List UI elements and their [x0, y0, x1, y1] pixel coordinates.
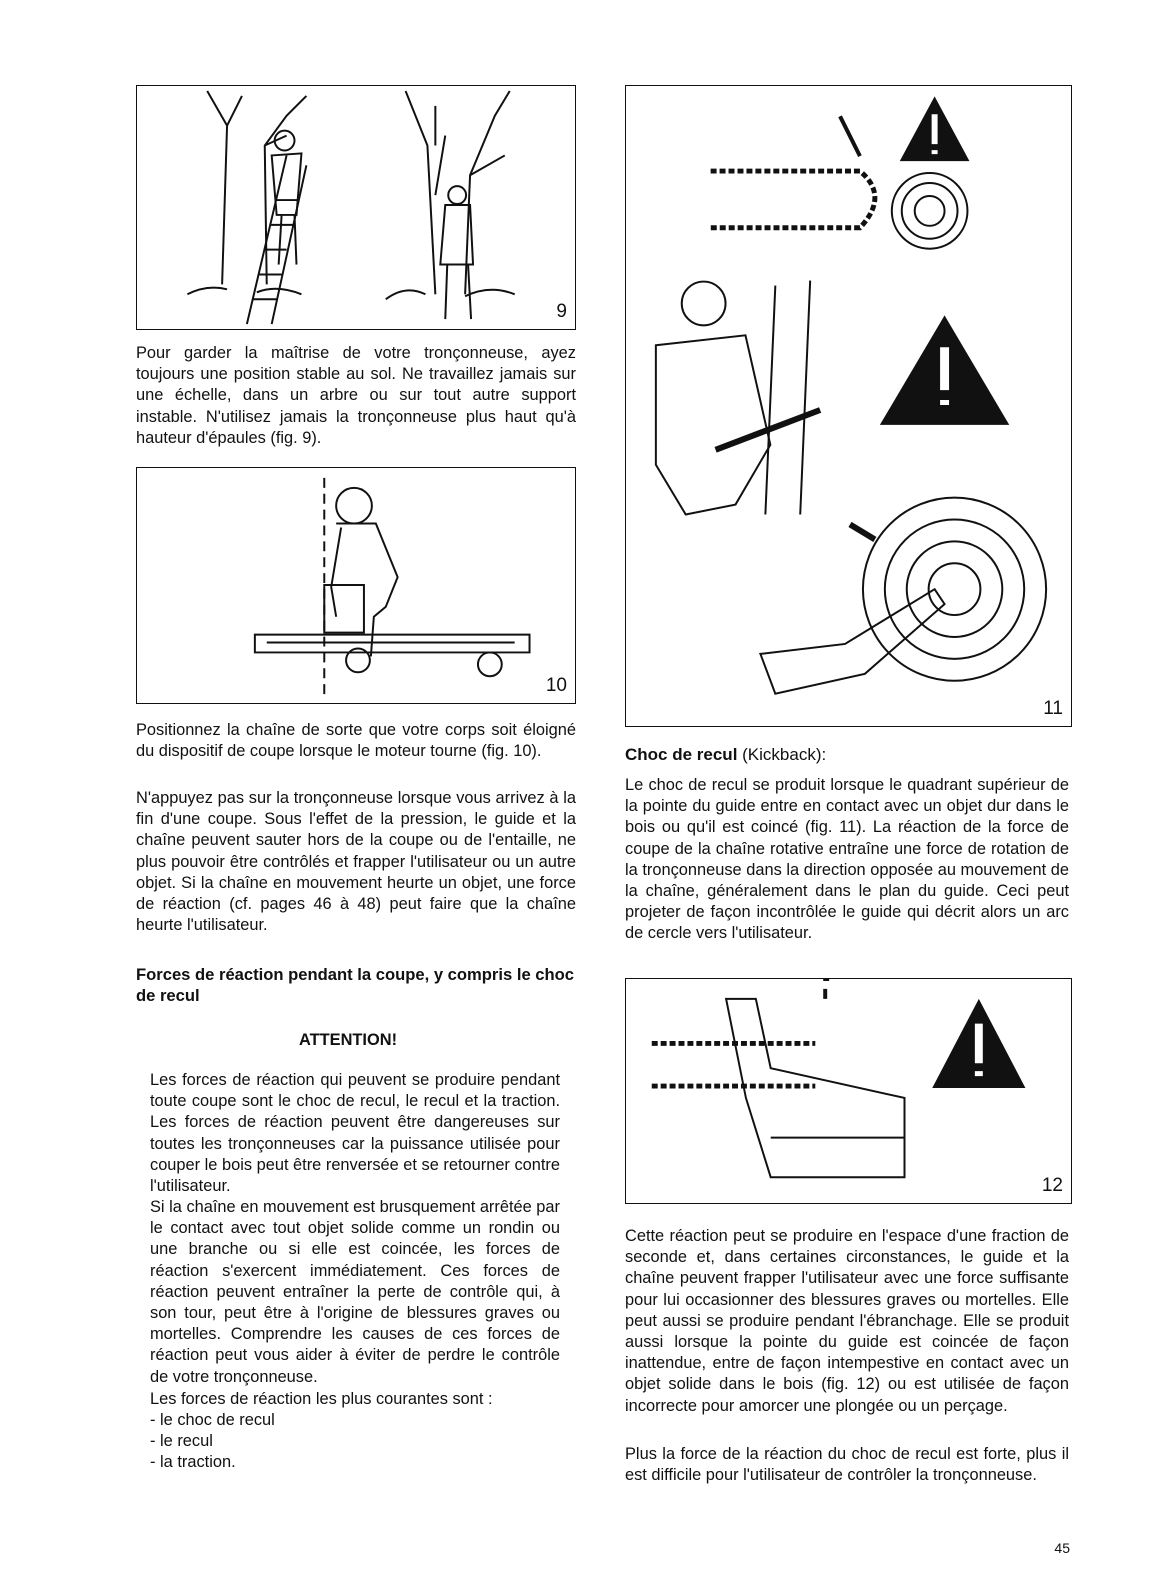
figure-9-number: 9 [556, 301, 567, 322]
heading-kickback-bold: Choc de recul [625, 745, 738, 764]
paragraph-kickback-reaction: Cette réaction peut se produire en l'espace d'une fraction de seconde et, dans certaines circonstances, le guide et la chaîne peuvent frapper l'utilisateur avec une force suffisante pour lui occasionner des blessures graves ou mortelles. Elle peut aussi se produire pendant l'ébranchage. Elle se produit aussi lorsque la pointe du guide est coincée de façon inattendue, entre de façon intempestive en contact avec un objet solide dans le bois (fig. 12) ou est utilisée de façon incorrecte pour amorcer une plongée ou un perçage. [625, 1227, 1069, 1415]
paragraph-kickback-definition: Le choc de recul se produit lorsque le quadrant supérieur de la pointe du guide entre en contact avec un objet dur dans le bois ou qu'il est coincé (fig. 11). La réaction de la force de coupe de la chaîne rotative entraîne une force de rotation de la tronçonneuse dans la direction opposée au mouvement de la chaîne, généralement dans le plan du guide. Ceci peut projeter de façon incontrôlée le guide qui décrit alors un arc de cercle vers l'utilisateur. [625, 776, 1069, 943]
attention-label: ATTENTION! [299, 1031, 398, 1049]
figure-10-number: 10 [545, 675, 567, 696]
paragraph-kickback-force: Plus la force de la réaction du choc de recul est forte, plus il est difficile pour l'utilisateur de contrôler la tronçonneuse. [625, 1445, 1069, 1485]
heading-reaction-forces: Forces de réaction pendant la coupe, y compris le choc de recul [136, 965, 575, 1006]
paragraph-reaction-forces-stop: Si la chaîne en mouvement est brusquement arrêtée par le contact avec tout objet solide comme un rondin ou une branche ou si elle est coincée, les forces de réaction s'exercent immédiatement. Ces forces de réaction peuvent entraîner la perte de contrôle qui, à son tour, peut être à l'origine de blessures graves ou mortelles. Comprendre les causes de ces forces de réaction peut vous aider à éviter de perdre le contrôle de votre tronçonneuse. [150, 1198, 560, 1386]
figure-12 [625, 978, 1072, 1204]
figure-12-illustration [626, 979, 1071, 1203]
figure-11-illustration [626, 86, 1071, 726]
heading-kickback [625, 745, 826, 765]
figure-9-illustration [137, 86, 575, 329]
list-item: - la traction. [150, 1453, 236, 1472]
figure-11 [625, 85, 1072, 727]
paragraph-stable-position: Pour garder la maîtrise de votre tronçonneuse, ayez toujours une position stable au sol. Ne travaillez jamais sur une échelle, dans un arbre ou sur tout autre support instable. N'utilisez jamais la tronçonneuse plus haut qu'à hauteur d'épaules (fig. 9). [136, 344, 576, 447]
heading-kickback-rest: (Kickback): [737, 745, 827, 764]
figure-10-illustration [137, 468, 575, 703]
figure-12-number: 12 [1041, 1175, 1063, 1196]
page-number: 45 [1054, 1540, 1070, 1556]
figure-9 [136, 85, 576, 330]
paragraph-chain-position: Positionnez la chaîne de sorte que votre corps soit éloigné du dispositif de coupe lorsque le moteur tourne (fig. 10). [136, 721, 576, 761]
list-item: - le choc de recul [150, 1411, 275, 1429]
figure-11-number: 11 [1043, 698, 1063, 719]
paragraph-common-forces: Les forces de réaction les plus courantes sont : [150, 1390, 493, 1408]
paragraph-end-of-cut: N'appuyez pas sur la tronçonneuse lorsque vous arrivez à la fin d'une coupe. Sous l'effet de la pression, le guide et la chaîne peuvent sauter hors de la coupe ou de l'entaille, ne plus pouvoir être contrôlés et frapper l'utilisateur ou un autre objet. Si la chaîne en mouvement heurte un objet, une force de réaction (cf. pages 46 à 48) peut faire que la chaîne heurte l'utilisateur. [136, 789, 576, 935]
reaction-forces-list [150, 1410, 275, 1474]
figure-10 [136, 467, 576, 704]
paragraph-reaction-forces-intro: Les forces de réaction qui peuvent se produire pendant toute coupe sont le choc de recul, le recul et la traction. Les forces de réaction peuvent être dangereuses sur toutes les tronçonneuses car la puissance utilisée pour couper le bois peut être renversée et se retourner contre l'utilisateur. [150, 1071, 560, 1196]
list-item: - le recul [150, 1432, 213, 1451]
